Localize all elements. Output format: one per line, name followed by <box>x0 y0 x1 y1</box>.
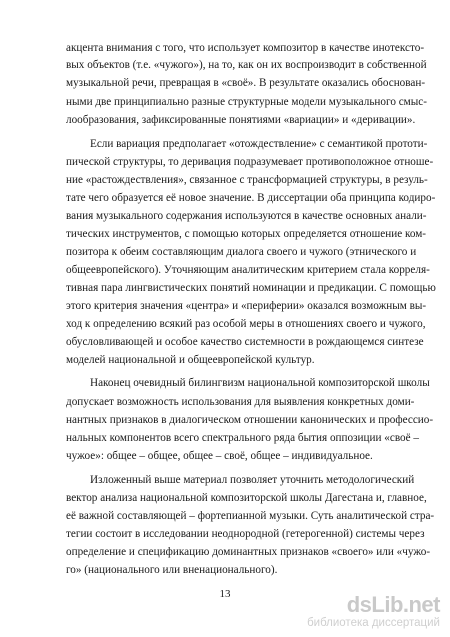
text-line: ход к определению всякий раз особой меры в отношениях своего и чужого, <box>66 318 426 330</box>
text-line: обусловливающей и особое качество системности в рождающемся синтезе <box>66 336 424 348</box>
text-line: пической структуры, то деривация подразумевает противоположное отноше- <box>66 156 434 168</box>
text-line: тических инструментов, с помощью которых определяется отношение ком- <box>66 228 427 240</box>
text-line: тегии состоит в исследовании неоднородной (гетерогенной) системы через <box>66 528 425 540</box>
text-line: лообразования, зафиксированные понятиями «вариации» и «деривации». <box>66 114 416 126</box>
text-line: ние «растождествления», связанное с трансформацией структуры, в резуль- <box>66 174 428 186</box>
text-line: вектор анализа национальной композиторской школы Дагестана и, главное, <box>66 492 427 504</box>
text-line: допускает возможность использования для выявления конкретных доми- <box>66 396 415 408</box>
text-line: акцента внимания с того, что использует композитор в качестве инотексто- <box>66 42 425 54</box>
text-line: чужое»: общее – общее, общее – своё, общее – индивидуальное. <box>66 450 373 462</box>
text-line: Наконец очевидный билингвизм национальной композиторской школы <box>90 377 430 389</box>
page-number: 13 <box>219 588 231 600</box>
watermark-logo: dsLib.net <box>346 592 440 617</box>
text-line: музыкальной речи, превращая в «своё». В результате оказались обоснован- <box>66 77 426 89</box>
text-line: определение и спецификацию доминантных признаков «своего» или «чужо- <box>66 546 431 558</box>
text-line: общеевропейского). Уточняющим аналитическим критерием стала корреля- <box>66 264 430 276</box>
text-line: ными две принципиально разные структурные модели музыкального смыс- <box>66 96 427 108</box>
text-line: нантных признаков в диалогическом отношении канонических и профессио- <box>66 414 434 426</box>
text-line: нальных компонентов всего спектрального ряда бытия оппозиции «своё – <box>66 432 419 444</box>
text-line: тате чего образуется её новое значение. В диссертации оба принципа кодиро- <box>66 192 436 204</box>
watermark <box>260 592 440 632</box>
watermark-subtitle: библиотека диссертаций <box>307 617 440 629</box>
text-line: этого критерия значения «центра» и «периферии» оказался возможным вы- <box>66 300 427 312</box>
text-line: вания музыкального содержания используются в качестве основных анали- <box>66 210 427 222</box>
text-line: вых объектов (т.е. «чужого»), на то, как он их воспроизводит в собственной <box>66 59 427 71</box>
text-line: моделей национальной и общеевропейской культур. <box>66 354 315 366</box>
text-line: Изложенный выше материал позволяет уточнить методологический <box>90 474 415 486</box>
text-line: Если вариация предполагает «отождествление» с семантикой прототи- <box>90 138 428 150</box>
text-line: го» (национального или вненационального). <box>66 564 278 576</box>
text-line: позитора к обеим составляющим диалога своего и чужого (этнического и <box>66 246 417 258</box>
text-line: тивная пара лингвистических понятий номинации и предикации. С помощью <box>66 282 436 294</box>
text-line: её важной составляющей – фортепианной музыки. Суть аналитической стра- <box>66 510 435 522</box>
